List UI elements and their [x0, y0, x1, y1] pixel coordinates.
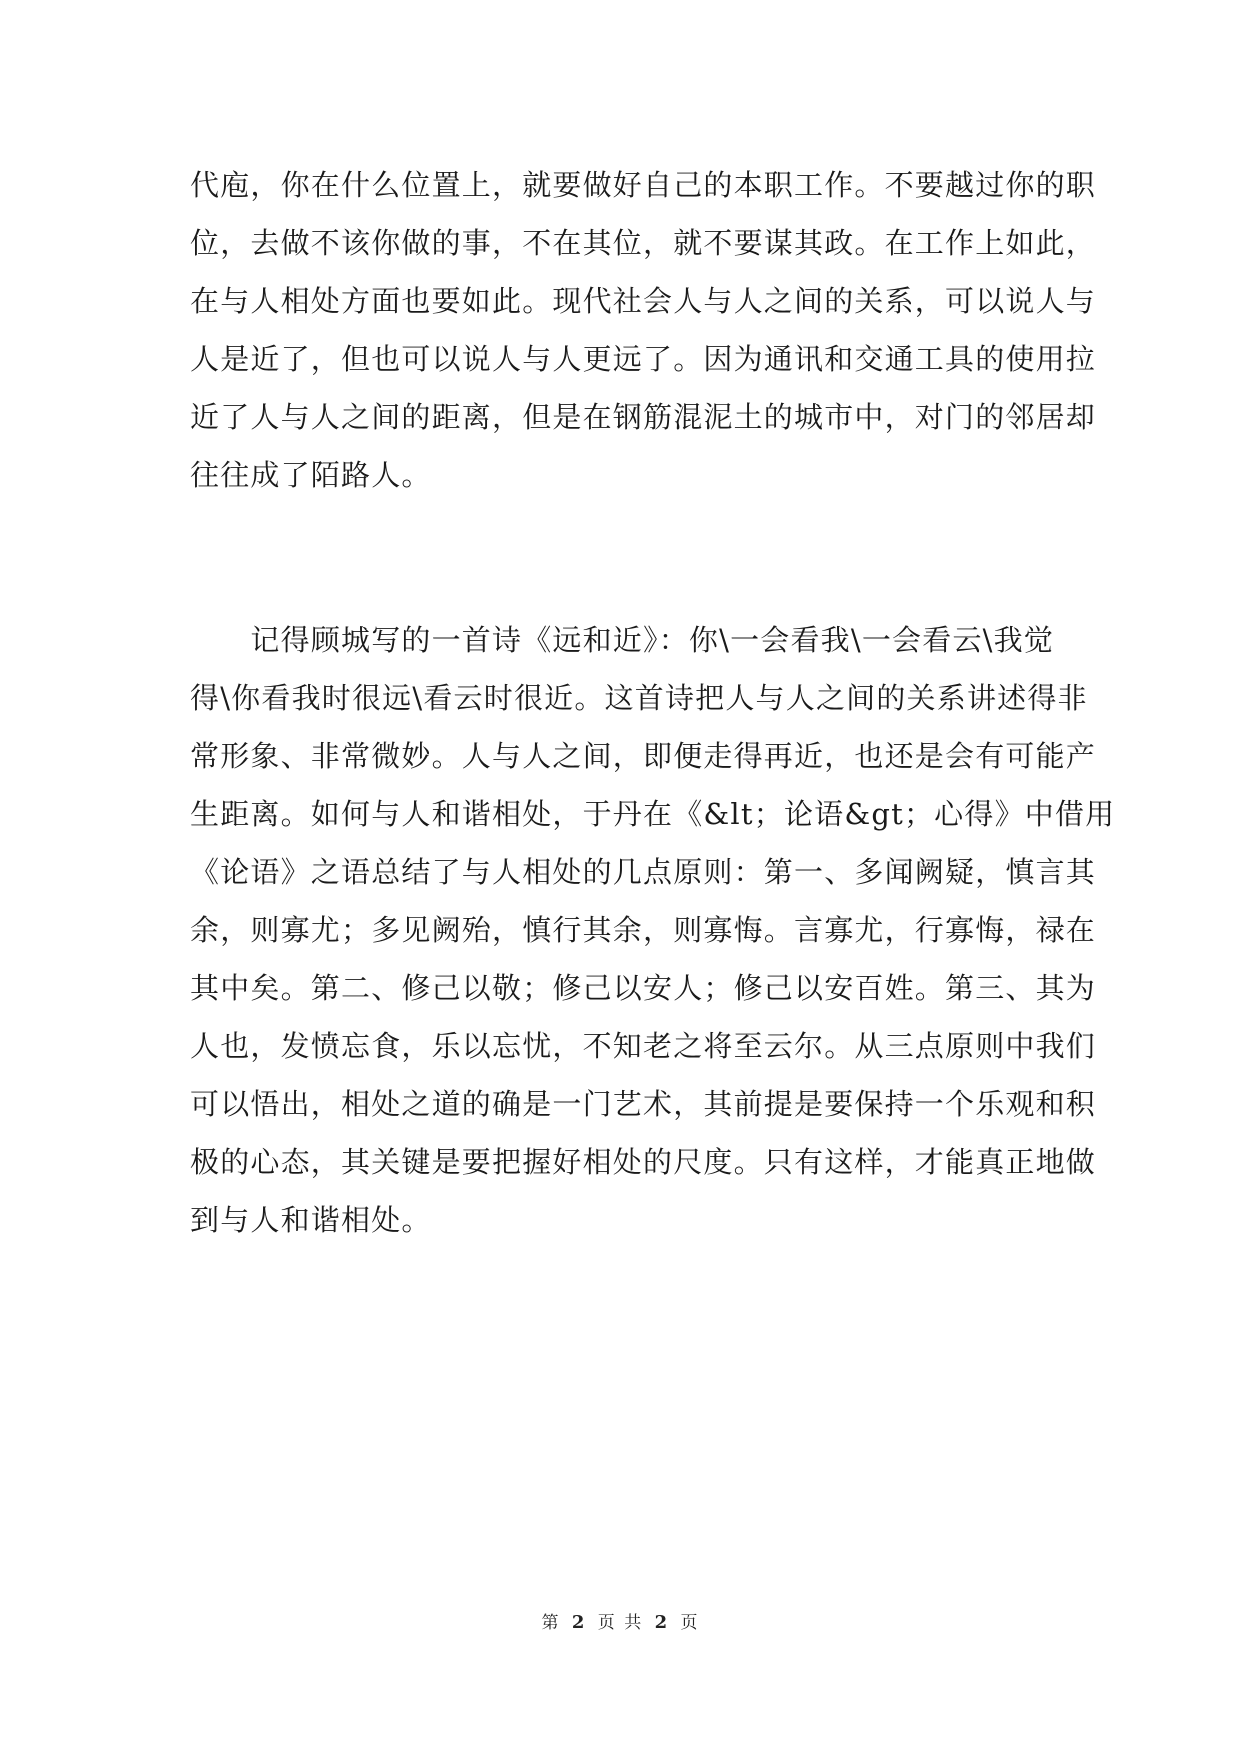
text-line: 《论语》之语总结了与人相处的几点原则：第一、多闻阙疑，慎言其 [190, 855, 1097, 889]
current-page-number: 2 [571, 1612, 587, 1633]
footer-middle: 页 共 [597, 1613, 644, 1633]
text-line: 人也，发愤忘食，乐以忘忧，不知老之将至云尔。从三点原则中我们 [190, 1029, 1097, 1063]
text-line: 得\你看我时很远\看云时很近。这首诗把人与人之间的关系讲述得非 [190, 681, 1088, 715]
footer-suffix: 页 [680, 1613, 700, 1633]
text-line: 生距离。如何与人和谐相处，于丹在《&lt；论语&gt；心得》中借用 [190, 797, 1116, 831]
text-line: 往往成了陌路人。 [190, 458, 432, 492]
text-line: 其中矣。第二、修己以敬；修己以安人；修己以安百姓。第三、其为 [190, 971, 1097, 1005]
text-line: 极的心态，其关键是要把握好相处的尺度。只有这样，才能真正地做 [190, 1145, 1097, 1179]
text-line: 记得顾城写的一首诗《远和近》：你\一会看我\一会看云\我觉 [190, 623, 1055, 657]
text-line: 代庖，你在什么位置上，就要做好自己的本职工作。不要越过你的职 [190, 168, 1097, 202]
paragraph-2 [190, 611, 1116, 1249]
text-line: 可以悟出，相处之道的确是一门艺术，其前提是要保持一个乐观和积 [190, 1087, 1097, 1121]
text-line: 位，去做不该你做的事，不在其位，就不要谋其政。在工作上如此， [190, 226, 1097, 260]
page-footer [0, 1608, 1241, 1633]
text-line: 到与人和谐相处。 [190, 1203, 432, 1237]
text-line: 余，则寡尤；多见阙殆，慎行其余，则寡悔。言寡尤，行寡悔，禄在 [190, 913, 1097, 947]
text-line: 人是近了，但也可以说人与人更远了。因为通讯和交通工具的使用拉 [190, 342, 1097, 376]
total-page-number: 2 [654, 1612, 670, 1633]
footer-prefix: 第 [541, 1613, 561, 1633]
text-line: 近了人与人之间的距离，但是在钢筋混泥土的城市中，对门的邻居却 [190, 400, 1097, 434]
paragraph-1 [190, 156, 1097, 504]
text-line: 在与人相处方面也要如此。现代社会人与人之间的关系，可以说人与 [190, 284, 1097, 318]
text-line: 常形象、非常微妙。人与人之间，即便走得再近，也还是会有可能产 [190, 739, 1097, 773]
